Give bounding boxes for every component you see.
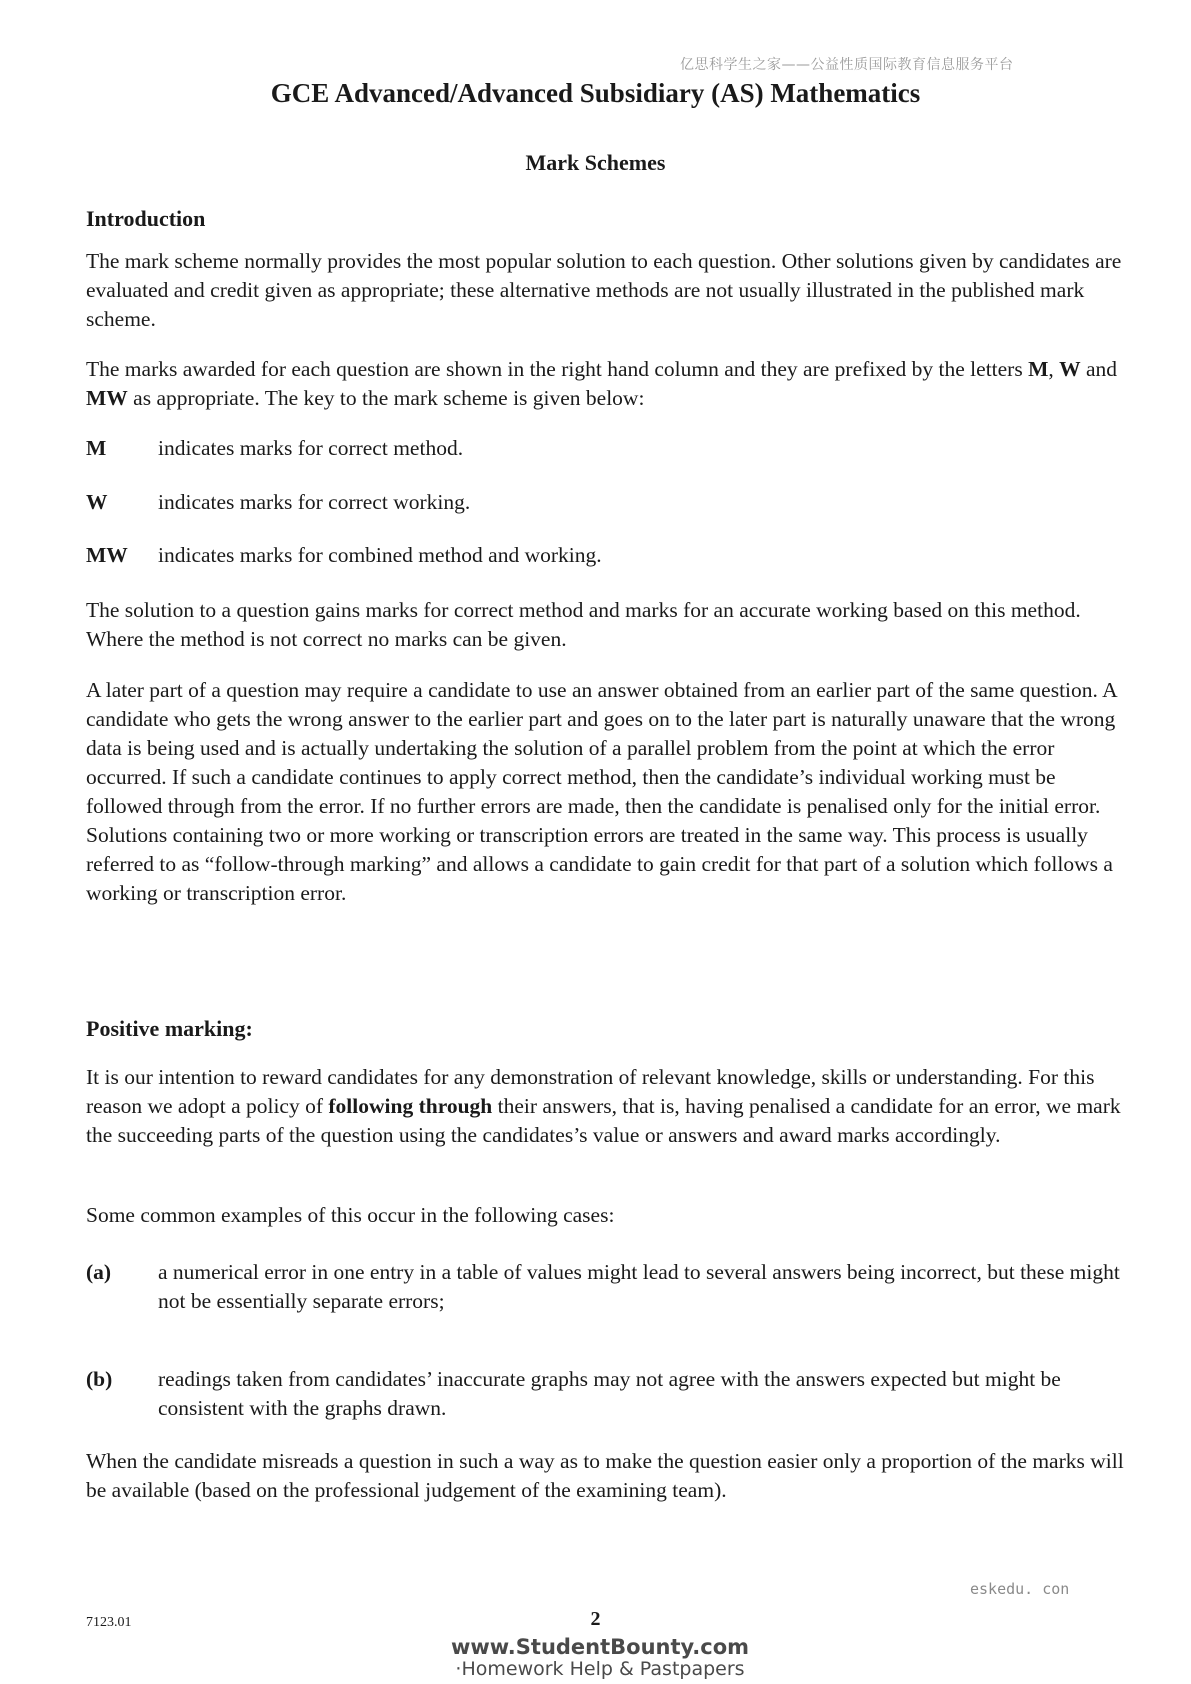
positive-text-a: It is our intention to reward candidates for any demonstration of relevant knowledge, skills or understanding. For this reason we adopt a policy of bbox=[86, 1065, 1095, 1118]
positive-paragraph-3 bbox=[86, 1447, 1126, 1505]
positive-paragraph-2-text: Some common examples of this occur in the following cases: bbox=[86, 1203, 615, 1227]
studentbounty-stamp bbox=[440, 1636, 760, 1680]
para2-text-a: The marks awarded for each question are shown in the right hand column and they are prefixed by the letters bbox=[86, 357, 1029, 381]
page-number: 2 bbox=[590, 1608, 601, 1630]
intro-paragraph-1-text: The mark scheme normally provides the most popular solution to each question. Other solutions given by candidates are evaluated and credit given as appropriate; these alternative methods are not usually illustrated in the published mark scheme. bbox=[86, 249, 1122, 331]
case-item-a bbox=[86, 1258, 1126, 1316]
key-row-w bbox=[86, 488, 1126, 517]
introduction-heading: Introduction bbox=[86, 206, 206, 231]
intro-paragraph-3 bbox=[86, 596, 1126, 654]
positive-paragraph-2 bbox=[86, 1201, 1126, 1230]
para2-comma: , bbox=[1048, 357, 1060, 381]
case-label: (a) bbox=[86, 1260, 112, 1284]
key-letter-m: M bbox=[1028, 357, 1049, 381]
intro-paragraph-4-text: A later part of a question may require a candidate to use an answer obtained from an earlier part of the same question. A candidate who gets the wrong answer to the earlier part and goes on to the later part is naturally unaware that the wrong data is being used and is actually undertaking the solution of a parallel problem from the point at which the error occurred. If such a candidate continues to apply correct method, then the candidate’s individual working must be followed through from the error. If no further errors are made, then the candidate is penalised only for the initial error. Solutions containing two or more working or transcription errors are treated in the same way. This process is usually referred to as “follow-through marking” and allows a candidate to gain credit for that part of a solution which follows a working or transcription error. bbox=[86, 678, 1117, 905]
positive-paragraph-1-text bbox=[86, 1063, 1126, 1150]
positive-bold-phrase: following through bbox=[328, 1094, 493, 1118]
document-code: 7123.01 bbox=[86, 1615, 132, 1630]
intro-paragraph-4 bbox=[86, 676, 1126, 908]
key-description: indicates marks for correct working. bbox=[158, 490, 471, 514]
section-subtitle: Mark Schemes bbox=[525, 150, 666, 175]
key-term: M bbox=[86, 436, 107, 460]
document-title: GCE Advanced/Advanced Subsidiary (AS) Mathematics bbox=[270, 78, 921, 108]
key-term: MW bbox=[86, 543, 128, 567]
intro-paragraph-2 bbox=[86, 355, 1126, 413]
key-letter-mw: MW bbox=[86, 386, 128, 410]
positive-paragraph-1 bbox=[86, 1063, 1126, 1150]
positive-marking-heading: Positive marking: bbox=[86, 1016, 253, 1041]
key-row-mw bbox=[86, 541, 1126, 570]
stamp-url: www.StudentBounty.com bbox=[450, 1635, 750, 1659]
para2-text-b: as appropriate. The key to the mark scheme is given below: bbox=[127, 386, 645, 410]
key-row-m bbox=[86, 434, 1126, 463]
intro-paragraph-2-text bbox=[86, 355, 1126, 413]
case-description: readings taken from candidates’ inaccurate graphs may not agree with the answers expected but might be consistent with the graphs drawn. bbox=[158, 1367, 1061, 1420]
key-description: indicates marks for combined method and working. bbox=[158, 543, 602, 567]
positive-text-b: their answers, that is, having penalised a candidate for an error, we mark the succeeding parts of the question using the candidates’s value or answers and award marks accordingly. bbox=[86, 1094, 1121, 1147]
case-item-b bbox=[86, 1365, 1126, 1423]
intro-paragraph-3-text: The solution to a question gains marks for correct method and marks for an accurate working based on this method. Where the method is not correct no marks can be given. bbox=[86, 598, 1081, 651]
watermark-bottom: eskedu. con bbox=[970, 1580, 1070, 1598]
case-description: a numerical error in one entry in a table of values might lead to several answers being incorrect, but these might not be essentially separate errors; bbox=[158, 1260, 1120, 1313]
case-label: (b) bbox=[86, 1367, 113, 1391]
watermark-top: 亿思科学生之家——公益性质国际教育信息服务平台 bbox=[680, 57, 1014, 73]
para2-and: and bbox=[1080, 357, 1118, 381]
positive-paragraph-3-text: When the candidate misreads a question in such a way as to make the question easier only a proportion of the marks will be available (based on the professional judgement of the examining team). bbox=[86, 1449, 1124, 1502]
intro-paragraph-1 bbox=[86, 247, 1126, 334]
key-description: indicates marks for correct method. bbox=[158, 436, 464, 460]
stamp-tagline: ·Homework Help & Pastpapers bbox=[455, 1658, 745, 1680]
key-letter-w: W bbox=[1059, 357, 1081, 381]
key-term: W bbox=[86, 490, 108, 514]
